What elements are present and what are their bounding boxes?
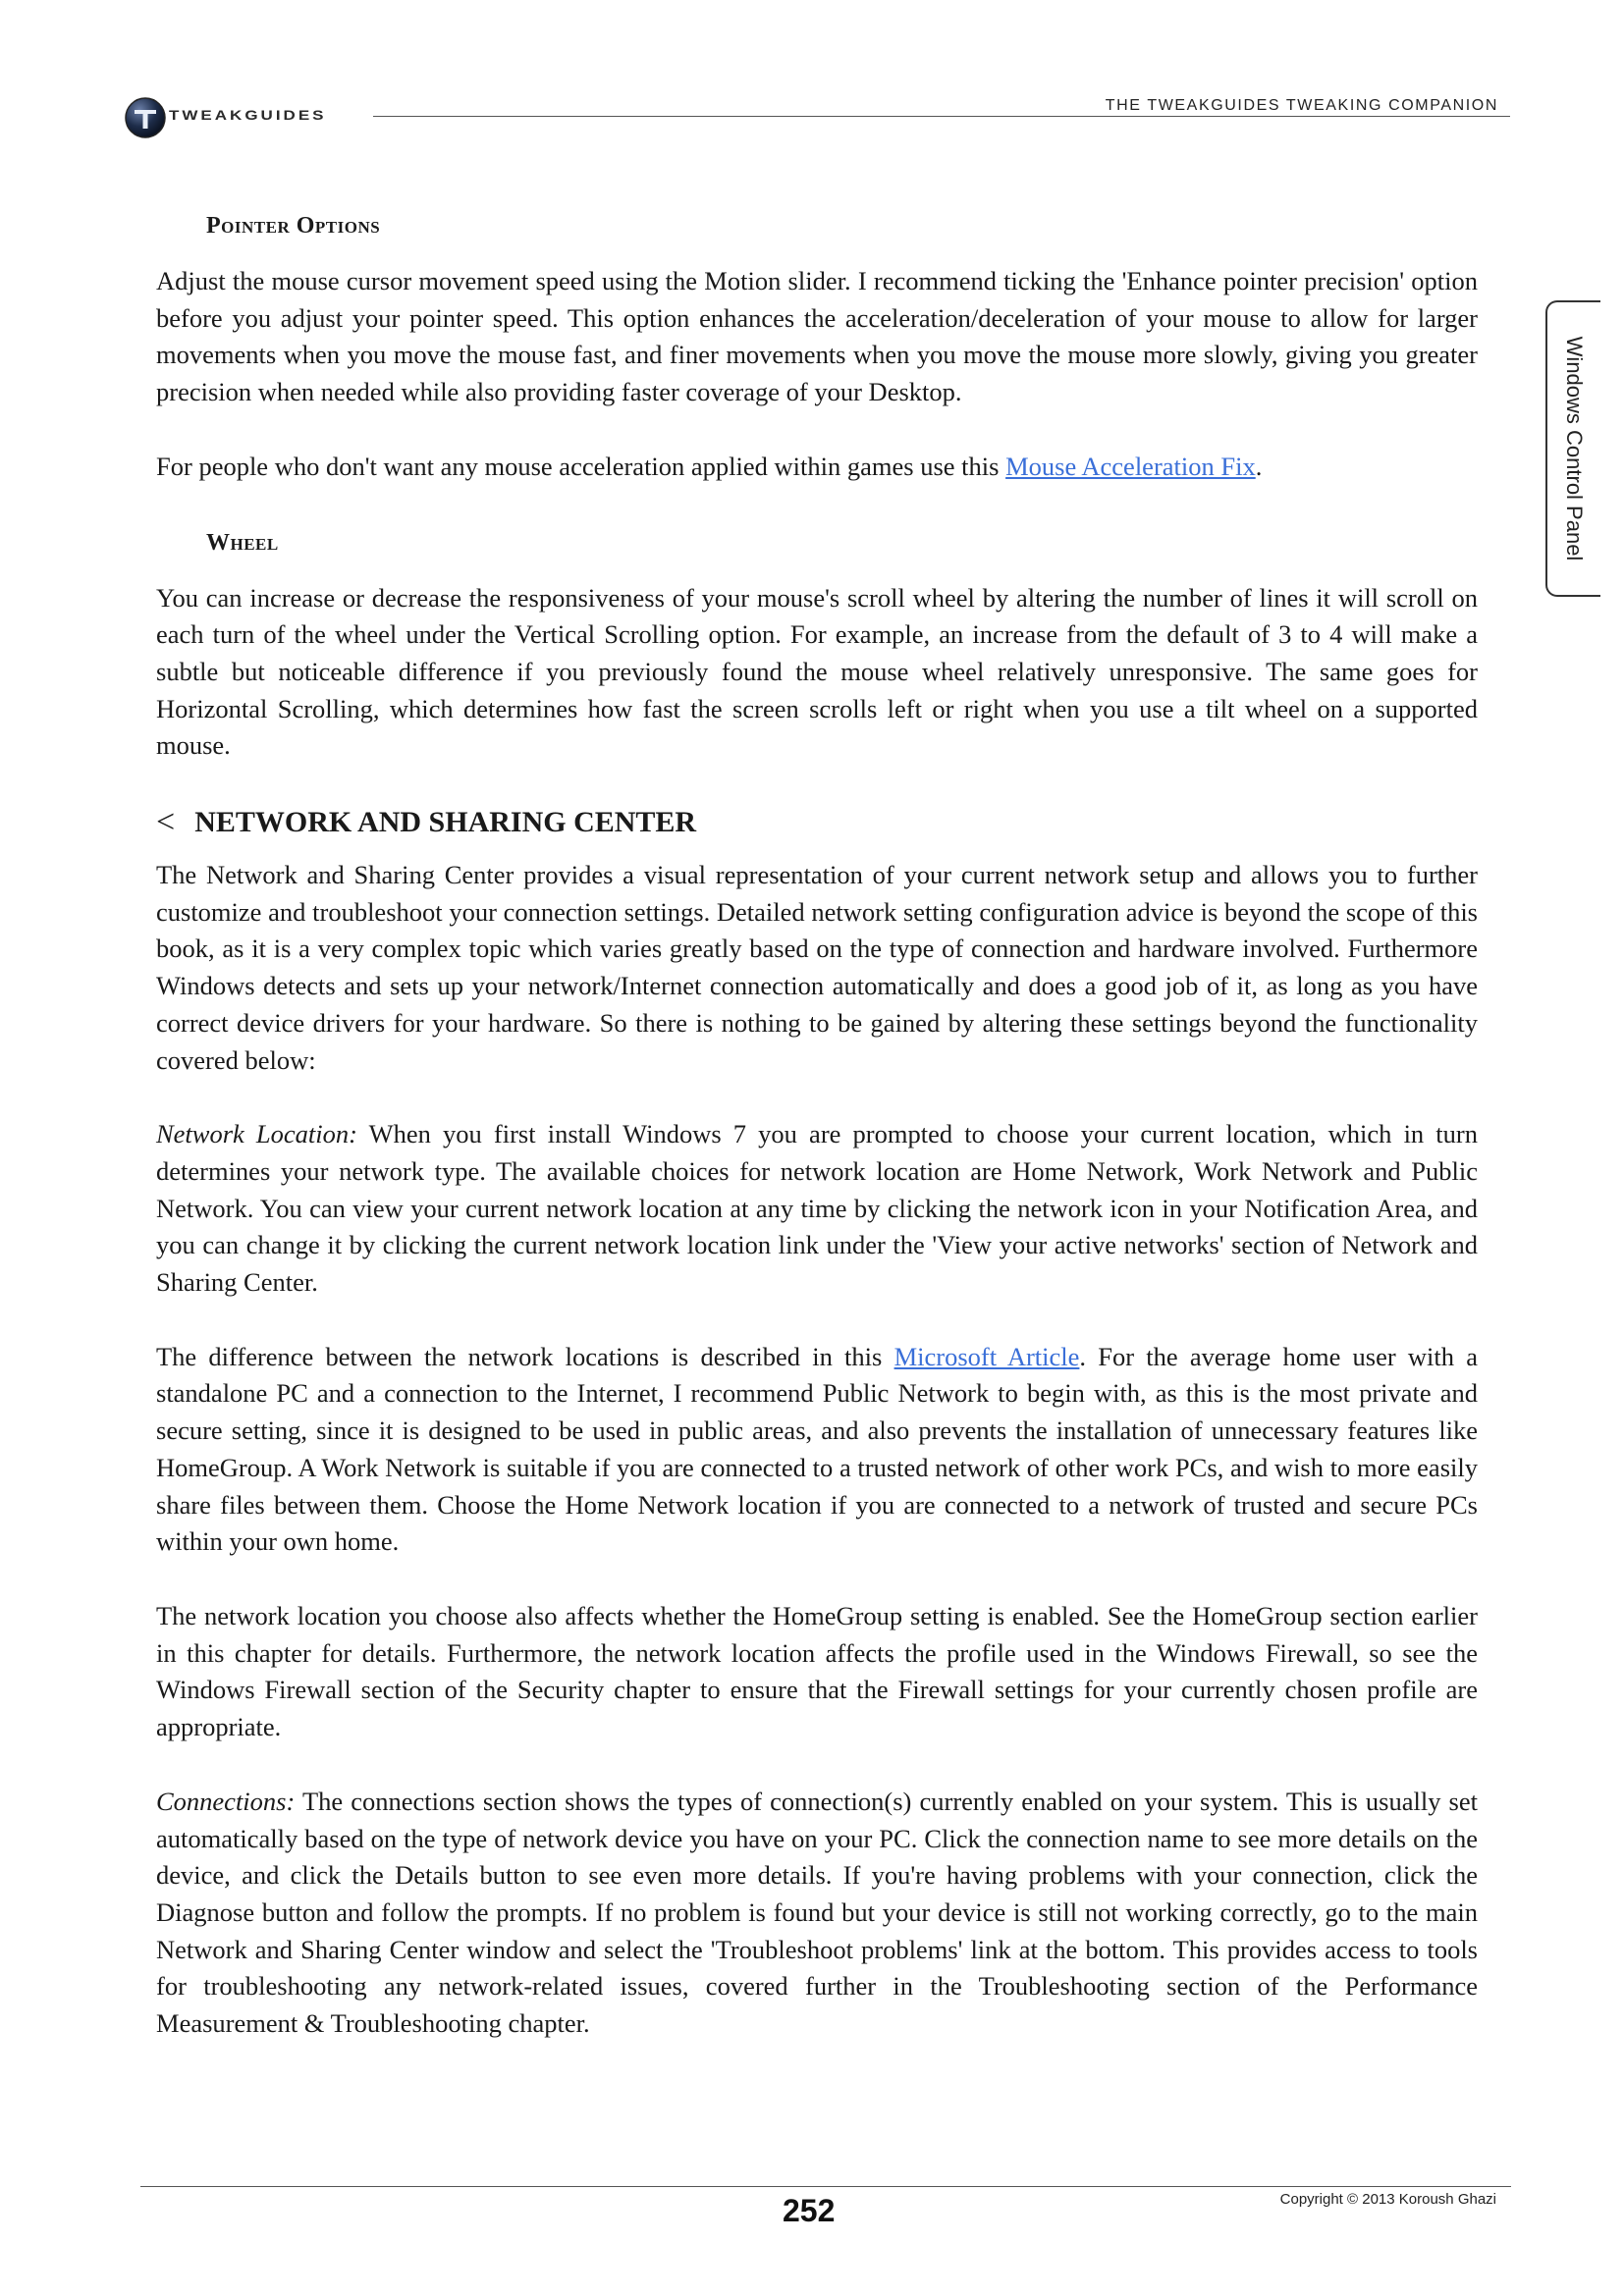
term-network-location: Network Location: bbox=[156, 1119, 357, 1149]
paragraph-connections bbox=[156, 1784, 1478, 2043]
copyright-notice: Copyright © 2013 Koroush Ghazi bbox=[1279, 2191, 1496, 2208]
paragraph-network-intro: The Network and Sharing Center provides a visual representation of your current network setup and allows you to further customize and troubleshoot your connection settings. Detailed network setting configuration advice is beyond the scope of this book, as it is a very complex topic which varies greatly based on the type of connection and hardware involved. Furthermore Windows detects and sets up your network/Internet connection automatically and does a good job of it, as long as you have correct device drivers for your hardware. So there is nothing to be gained by altering these settings beyond the functionality covered below: bbox=[156, 860, 1478, 1075]
tweakguides-logo-icon bbox=[124, 96, 167, 139]
tweakguides-logo bbox=[124, 96, 369, 143]
paragraph-location-difference bbox=[156, 1339, 1478, 1561]
subheading-wheel: Wheel bbox=[206, 529, 279, 556]
text-run: The connections section shows the types of connection(s) currently enabled on your system. This is usually set automatically based on the type of network device you have on your PC. Click the connection name to see more details on the device, and click the Details button to see even more details. If you're having problems with your connection, click the Diagnose button and follow the prompts. If no problem is found but your device is still not working correctly, go to the main Network and Sharing Center window and select the 'Troubleshoot problems' link at the bottom. This provides access to tools for troubleshooting any network-related issues, covered further in the Troubleshooting section of the Performance Measurement & Troubleshooting chapter. bbox=[156, 1786, 1478, 2039]
text-run: . bbox=[1255, 451, 1263, 481]
section-heading-text: NETWORK AND SHARING CENTER bbox=[194, 806, 697, 839]
chevron-left-icon: < bbox=[156, 804, 176, 841]
subheading-pointer-options: Pointer Options bbox=[206, 213, 381, 239]
paragraph-mouse-acceleration bbox=[156, 449, 1478, 486]
term-connections: Connections: bbox=[156, 1786, 296, 1816]
header-rule bbox=[373, 116, 1510, 117]
paragraph-homegroup: The network location you choose also affects whether the HomeGroup setting is enabled. See the HomeGroup section earlier in this chapter for details. Furthermore, the network location affects the profile used in the Windows Firewall, so see the Windows Firewall section of the Security chapter to ensure that the Firewall settings for your currently chosen profile are appropriate. bbox=[156, 1600, 1478, 1742]
microsoft-article-link[interactable]: Microsoft Article bbox=[893, 1341, 1080, 1371]
paragraph-pointer-options: Adjust the mouse cursor movement speed using the Motion slider. I recommend ticking the 'Enhance pointer precision' option before you adjust your pointer speed. This option enhances the acceleration/deceleration of your mouse to allow for larger movements when you move the mouse fast, and finer movements when you move the mouse more slowly, giving you greater precision when needed while also providing faster coverage of your Desktop. bbox=[156, 266, 1478, 407]
paragraph-network-location bbox=[156, 1116, 1478, 1302]
text-run: . For the average home user with a standalone PC and a connection to the Internet, I recommend Public Network to begin with, as this is the most private and secure setting, since it is designed to be used in public areas, and also prevents the installation of unnecessary features like HomeGroup. A Work Network is suitable if you are connected to a trusted network of other work PCs, and wish to more easily share files between them. Choose the Home Network location if you are connected to a network of trusted and secure PCs within your own home. bbox=[156, 1341, 1479, 1557]
chapter-side-tab-label: Windows Control Panel bbox=[1562, 336, 1587, 561]
text-run: When you first install Windows 7 you are prompted to choose your current location, which in turn determines your network type. The available choices for network location are Home Network, Work Network and Public Network. You can view your current network location at any time by clicking the network icon in your Notification Area, and you can change it by clicking the current network location link under the 'View your active networks' section of Network and Sharing Center. bbox=[156, 1119, 1478, 1298]
page-content bbox=[156, 206, 1478, 2080]
section-heading-network bbox=[156, 802, 1478, 843]
text-run: The difference between the network locations is described in this bbox=[156, 1341, 894, 1371]
text-run: For people who don't want any mouse acceleration applied within games use this bbox=[156, 451, 1006, 481]
running-header-title: THE TWEAKGUIDES TWEAKING COMPANION bbox=[1105, 97, 1498, 114]
footer-rule bbox=[140, 2186, 1511, 2187]
logo-wordmark: TWEAKGUIDES bbox=[169, 108, 327, 124]
mouse-acceleration-fix-link[interactable]: Mouse Acceleration Fix bbox=[1005, 451, 1256, 481]
page-number: 252 bbox=[783, 2193, 836, 2228]
chapter-side-tab bbox=[1545, 300, 1600, 597]
paragraph-wheel: You can increase or decrease the responsiveness of your mouse's scroll wheel by altering the number of lines it will scroll on each turn of the wheel under the Vertical Scrolling option. For example, an increase from the default of 3 to 4 will make a subtle but noticeable difference if you previously found the mouse wheel relatively unresponsive. The same goes for Horizontal Scrolling, which determines how fast the screen scrolls left or right when you use a tilt wheel on a supported mouse. bbox=[156, 582, 1478, 761]
